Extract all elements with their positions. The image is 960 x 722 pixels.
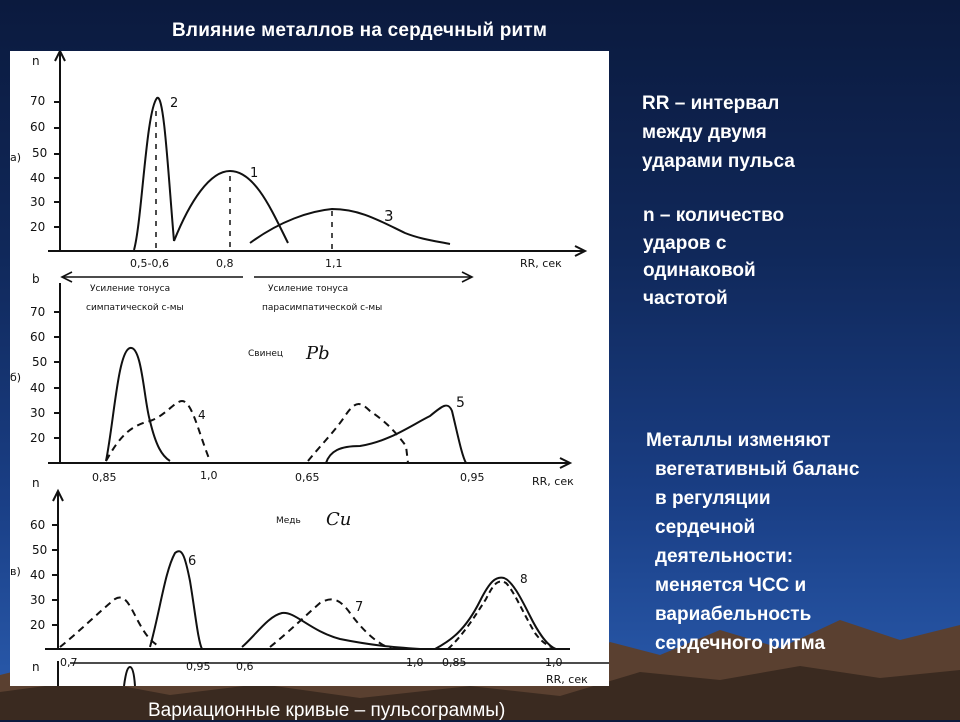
svg-text:0,5-0,6: 0,5-0,6 <box>130 257 169 270</box>
svg-text:0,85: 0,85 <box>92 471 117 484</box>
svg-text:RR, сек: RR, сек <box>532 475 574 488</box>
svg-text:50: 50 <box>32 543 48 557</box>
curve-8-dashed <box>448 582 556 649</box>
svg-text:4: 4 <box>198 408 206 422</box>
svg-text:20: 20 <box>30 220 46 234</box>
svg-text:0,65: 0,65 <box>295 471 320 484</box>
metals-effect-note: Металлы изменяют вегетативный баланс в регуляции сердечной деятельности: меняется ЧСС и вариабельность сердечного ритма <box>646 430 860 654</box>
svg-text:парасимпатической с-мы: парасимпатической с-мы <box>262 303 383 313</box>
svg-text:40: 40 <box>30 568 46 582</box>
curve-pb-peak <box>106 348 170 461</box>
slide-title: Влияние металлов на сердечный ритм <box>172 20 548 41</box>
svg-text:60: 60 <box>30 330 46 344</box>
rr-definition-note: RR – интервал между двумя ударами пульса <box>642 93 795 172</box>
svg-text:40: 40 <box>30 171 46 185</box>
svg-text:70: 70 <box>30 94 46 108</box>
svg-text:60: 60 <box>30 120 46 134</box>
svg-text:0,6: 0,6 <box>236 660 254 673</box>
svg-text:5: 5 <box>456 395 465 411</box>
svg-text:30: 30 <box>30 406 46 420</box>
svg-text:8: 8 <box>520 572 528 586</box>
pulsogram-svg <box>10 51 609 686</box>
svg-text:1,0: 1,0 <box>200 469 218 482</box>
svg-text:Cu: Cu <box>326 509 352 530</box>
svg-text:Усиление тонуса: Усиление тонуса <box>90 284 171 294</box>
svg-text:2: 2 <box>170 96 179 111</box>
curve-4 <box>106 401 210 461</box>
panel-c-label: в) <box>10 565 21 578</box>
svg-text:30: 30 <box>30 593 46 607</box>
svg-text:Медь: Медь <box>276 516 301 526</box>
svg-text:50: 50 <box>32 146 48 160</box>
svg-text:0,85: 0,85 <box>442 656 467 669</box>
svg-text:20: 20 <box>30 431 46 445</box>
n-definition-note: n – количество ударов с одинаковой частотой <box>643 205 785 309</box>
svg-text:40: 40 <box>30 381 46 395</box>
curve-1 <box>174 171 288 243</box>
curve-cu-solid <box>242 613 420 649</box>
svg-text:RR, сек: RR, сек <box>546 673 588 686</box>
curve-7 <box>270 599 392 649</box>
curve-7-left <box>60 598 160 647</box>
svg-text:0,95: 0,95 <box>460 471 485 484</box>
svg-text:3: 3 <box>384 207 394 225</box>
svg-text:Pb: Pb <box>306 343 330 364</box>
svg-text:60: 60 <box>30 518 46 532</box>
pulsogram-figure <box>10 51 609 686</box>
svg-text:70: 70 <box>30 305 46 319</box>
svg-text:7: 7 <box>355 600 364 615</box>
svg-text:20: 20 <box>30 618 46 632</box>
svg-text:RR, сек: RR, сек <box>520 257 562 270</box>
svg-text:6: 6 <box>188 554 197 569</box>
figure-caption: Вариационные кривые – пульсограммы) <box>148 700 506 721</box>
svg-text:симпатической с-мы: симпатической с-мы <box>86 303 184 313</box>
svg-text:30: 30 <box>30 195 46 209</box>
svg-text:50: 50 <box>32 355 48 369</box>
panel-a-n-label: n <box>32 54 40 68</box>
panel-a-label: а) <box>10 151 22 164</box>
svg-text:Усиление тонуса: Усиление тонуса <box>268 284 349 294</box>
curve-2 <box>134 98 174 250</box>
svg-text:0,7: 0,7 <box>60 656 78 669</box>
svg-text:b: b <box>32 272 40 286</box>
curve-8 <box>435 578 556 649</box>
curve-5-dashed <box>308 404 408 463</box>
svg-text:1,1: 1,1 <box>325 257 343 270</box>
svg-text:n: n <box>32 476 40 490</box>
svg-text:n: n <box>32 660 40 674</box>
svg-text:0,95: 0,95 <box>186 660 211 673</box>
svg-text:1,0: 1,0 <box>406 656 424 669</box>
svg-text:Свинец: Свинец <box>248 349 283 359</box>
svg-text:1: 1 <box>250 166 259 181</box>
svg-text:0,8: 0,8 <box>216 257 234 270</box>
svg-text:1,0: 1,0 <box>545 656 563 669</box>
panel-b-label: б) <box>10 371 22 384</box>
